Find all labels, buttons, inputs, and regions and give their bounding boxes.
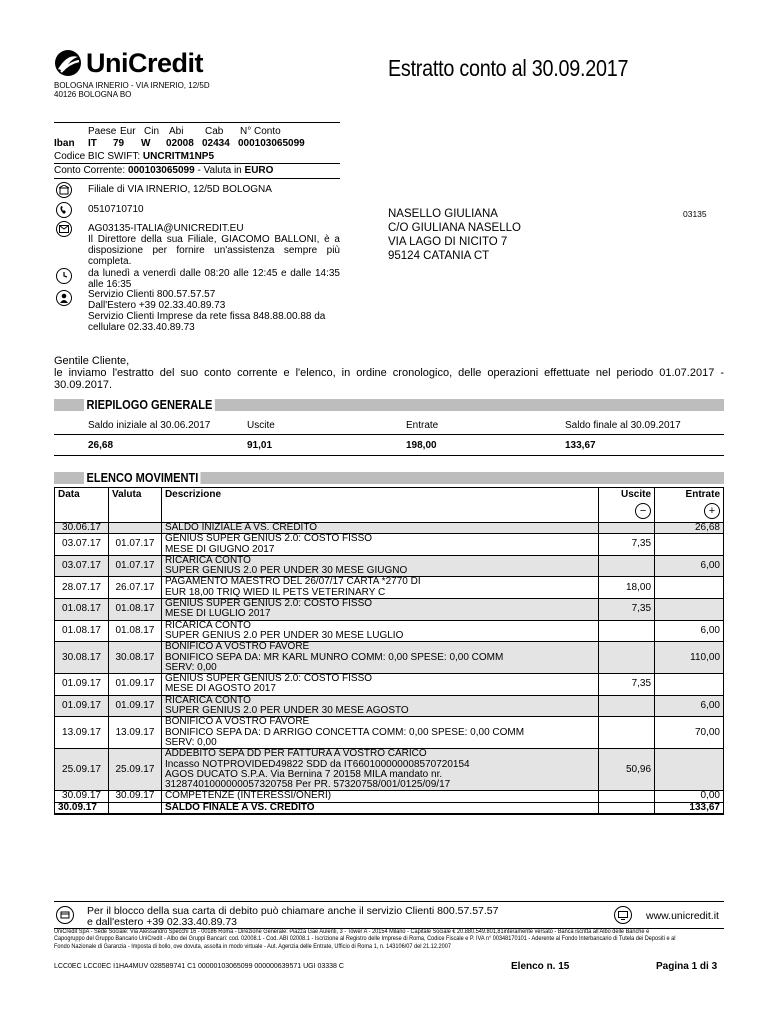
summary-head-out: Uscite	[247, 420, 275, 431]
service-line-3: Servizio Clienti Imprese da rete fissa 848.88.00.88 da cellulare 02.33.40.89.73	[88, 311, 326, 333]
document-codes: LCC0EC LCC0EC I1HA4MUV 028589741 C1 00000103065099 000000639571 UGI 03338 C	[54, 963, 344, 970]
website-link[interactable]: www.unicredit.it	[646, 910, 719, 922]
movement-value-date: 01.08.17	[108, 620, 161, 642]
movement-out: 50,96	[599, 749, 655, 791]
movement-value-date	[108, 523, 161, 534]
movement-value-date: 01.07.17	[108, 555, 161, 577]
summary-total-out: 91,01	[247, 440, 273, 451]
table-row	[55, 674, 724, 696]
final-balance-row	[55, 802, 724, 814]
branch-code: 03135	[683, 209, 707, 219]
recipient-line-2: C/O GIULIANA NASELLO	[388, 222, 521, 234]
movements-section-title: ELENCO MOVIMENTI	[84, 470, 201, 485]
movement-out: 7,35	[599, 534, 655, 556]
movement-date: 03.07.17	[55, 555, 109, 577]
table-row	[55, 620, 724, 642]
clock-icon	[56, 268, 72, 284]
minus-icon: −	[635, 503, 651, 519]
divider	[54, 455, 724, 456]
movement-date: 30.06.17	[55, 523, 109, 534]
movement-in: 26,68	[655, 523, 724, 534]
movement-value-date: 01.08.17	[108, 599, 161, 621]
cc-mid: - Valuta in	[194, 165, 245, 176]
movement-in	[655, 599, 724, 621]
movement-in: 6,00	[655, 555, 724, 577]
summary-final-balance: 133,67	[565, 440, 596, 451]
legal-text: UniCredit SpA - Sede Sociale: Via Alessandro Specchi 16 - 00186 Roma - Direzione Generale: Piazza Gae Aulenti, 3 - Tower A - 20154 Milano - Capitale Sociale € 20.880.549.801,81interamente versato - Banca iscritta all'Albo delle Banche e Capogruppo del Gruppo Bancario UniCredit - Albo dei Gruppi Bancari: cod. 02008.1 - Cod. ABI 02008.1 - Iscrizione al Registro delle Imprese di Roma, Codice Fiscale e P. IVA n° 00348170101 - Aderente al Fondo Interbancario di Tutela dei Depositi e al Fondo Nazionale di Garanzia - Imposta di bollo, ove dovuta, assolta in modo virtuale - Aut. Agenzia delle Entrate, Ufficio di Roma 1, n. 143106/07 del 21.12.2007	[54, 929, 676, 950]
table-row	[55, 791, 724, 802]
cc-label: Conto Corrente:	[54, 165, 128, 176]
col-entrate	[655, 488, 724, 523]
unicredit-logo-icon	[54, 49, 82, 77]
branch-email[interactable]: AG03135-ITALIA@UNICREDIT.EU	[88, 223, 244, 234]
movement-date: 30.09.17	[55, 802, 109, 814]
movement-date: 30.08.17	[55, 642, 109, 674]
movement-value-date: 30.08.17	[108, 642, 161, 674]
monitor-icon	[614, 906, 632, 924]
phone-icon	[56, 202, 72, 218]
table-row	[55, 577, 724, 599]
card-block-icon	[56, 906, 74, 924]
summary-section-title: RIEPILOGO GENERALE	[84, 397, 215, 412]
iban-head-conto: N° Conto	[240, 126, 281, 137]
table-row	[55, 749, 724, 791]
movement-out	[599, 620, 655, 642]
movement-value-date: 13.09.17	[108, 717, 161, 749]
iban-cin: W	[141, 138, 151, 149]
col-entrate-label: Entrate	[685, 489, 720, 500]
movement-out: 7,35	[599, 674, 655, 696]
branch-phone: 0510710710	[88, 204, 144, 215]
movement-value-date	[108, 802, 161, 814]
iban-conto: 000103065099	[238, 138, 305, 149]
movement-date: 25.09.17	[55, 749, 109, 791]
movement-in	[655, 534, 724, 556]
col-descrizione: Descrizione	[161, 488, 598, 523]
page-number: Pagina 1 di 3	[656, 961, 718, 972]
col-data: Data	[55, 488, 109, 523]
table-row	[55, 599, 724, 621]
card-block-line-1: Per il blocco della sua carta di debito può chiamare anche il servizio Clienti 800.57.57.57	[87, 905, 499, 917]
branch-address-line-1: BOLOGNA IRNERIO - VIA IRNERIO, 12/5D	[54, 81, 210, 90]
movement-date: 01.09.17	[55, 674, 109, 696]
summary-head-final: Saldo finale al 30.09.2017	[565, 420, 681, 431]
movement-value-date: 30.09.17	[108, 791, 161, 802]
table-row	[55, 695, 724, 717]
opening-hours: da lunedì a venerdì dalle 08:20 alle 12:45 e dalle 14:35 alle 16:35	[88, 268, 340, 290]
movement-value-date: 01.07.17	[108, 534, 161, 556]
movement-out	[599, 791, 655, 802]
table-row	[55, 555, 724, 577]
table-row	[55, 523, 724, 534]
movement-description: PAGAMENTO MAESTRO DEL 26/07/17 CARTA *2770 DI EUR 18,00 TRIQ WIED IL PETS VETERINARY C	[161, 577, 598, 599]
movement-in: 6,00	[655, 695, 724, 717]
movement-description: BONIFICO A VOSTRO FAVORE BONIFICO SEPA DA: D ARRIGO CONCETTA COMM: 0,00 SPESE: 0,00 COMM SERV: 0,00	[161, 717, 598, 749]
account-line	[54, 165, 273, 176]
cc-currency: EURO	[244, 165, 274, 176]
movement-description: RICARICA CONTO SUPER GENIUS 2.0 PER UNDER 30 MESE AGOSTO	[161, 695, 598, 717]
card-block-line-2: e dall'estero +39 02.33.40.89.73	[87, 916, 237, 928]
movement-out	[599, 555, 655, 577]
branch-address-line-2: 40126 BOLOGNA BO	[54, 90, 132, 99]
branch-icon	[56, 182, 72, 198]
movement-value-date: 01.09.17	[108, 674, 161, 696]
email-icon	[56, 221, 72, 237]
col-valuta: Valuta	[108, 488, 161, 523]
col-uscite-label: Uscite	[621, 489, 652, 500]
unicredit-logo	[54, 46, 224, 80]
branch-name: Filiale di VIA IRNERIO, 12/5D BOLOGNA	[88, 184, 272, 195]
movement-date: 01.09.17	[55, 695, 109, 717]
movement-date: 03.07.17	[55, 534, 109, 556]
movement-description: GENIUS SUPER GENIUS 2.0: COSTO FISSO MESE DI LUGLIO 2017	[161, 599, 598, 621]
iban-head-eur: Eur	[120, 126, 136, 137]
iban-cab: 02434	[202, 138, 230, 149]
movement-value-date: 25.09.17	[108, 749, 161, 791]
movement-in: 6,00	[655, 620, 724, 642]
movement-out: 18,00	[599, 577, 655, 599]
iban-abi: 02008	[166, 138, 194, 149]
logo-text: UniCredit	[86, 47, 203, 78]
movement-description: SALDO INIZIALE A VS. CREDITO	[161, 523, 598, 534]
recipient-line-4: 95124 CATANIA CT	[388, 250, 490, 262]
divider	[54, 122, 340, 123]
col-uscite	[599, 488, 655, 523]
bic-line	[54, 151, 214, 162]
plus-icon: +	[704, 503, 720, 519]
movement-out	[599, 717, 655, 749]
movement-date: 13.09.17	[55, 717, 109, 749]
customer-service-icon	[56, 290, 72, 306]
movement-in: 133,67	[655, 802, 724, 814]
movement-date: 30.09.17	[55, 791, 109, 802]
page-title: Estratto conto al 30.09.2017	[388, 55, 629, 81]
divider	[54, 434, 724, 435]
iban-eur: 79	[113, 138, 125, 149]
movement-description: BONIFICO A VOSTRO FAVORE BONIFICO SEPA DA: MR KARL MUNRO COMM: 0,00 SPESE: 0,00 COMM SERV: 0,00	[161, 642, 598, 674]
divider	[54, 163, 340, 164]
director-note: Il Direttore della sua Filiale, GIACOMO BALLONI, è a disposizione per fornire un'assistenza sempre più completa.	[88, 234, 340, 267]
movement-description: ADDEBITO SEPA DD PER FATTURA A VOSTRO CARICO Incasso NOTPROVIDED49822 SDD da IT660100000008570720154 AGOS DUCATO S.P.A. Via Bernina 7 20158 MILA mandato nr. 31287401000000057320758 Per PR. 57320758/001/0125/09/17	[161, 749, 598, 791]
iban-label: Iban	[54, 138, 75, 149]
card-block-note	[87, 906, 499, 928]
movement-date: 01.08.17	[55, 599, 109, 621]
divider	[54, 901, 724, 902]
intro-text: Gentile Cliente, le inviamo l'estratto del suo conto corrente e l'elenco, in ordine cronologico, delle operazioni effettuate nel periodo 01.07.2017 - 30.09.2017.	[54, 355, 724, 391]
branch-address	[54, 81, 210, 99]
bic-label: Codice BIC SWIFT:	[54, 151, 143, 162]
cc-value: 000103065099	[127, 165, 195, 176]
movement-in	[655, 674, 724, 696]
movement-in: 110,00	[655, 642, 724, 674]
movement-description: GENIUS SUPER GENIUS 2.0: COSTO FISSO MESE DI AGOSTO 2017	[161, 674, 598, 696]
movement-value-date: 01.09.17	[108, 695, 161, 717]
divider	[54, 178, 340, 179]
movement-out	[599, 642, 655, 674]
summary-total-in: 198,00	[406, 440, 437, 451]
iban-row	[54, 138, 305, 149]
movement-description: GENIUS SUPER GENIUS 2.0: COSTO FISSO MESE DI GIUGNO 2017	[161, 534, 598, 556]
movement-in: 0,00	[655, 791, 724, 802]
movement-description: SALDO FINALE A VS. CREDITO	[161, 802, 598, 814]
movement-out	[599, 695, 655, 717]
movement-description: RICARICA CONTO SUPER GENIUS 2.0 PER UNDER 30 MESE LUGLIO	[161, 620, 598, 642]
movement-in	[655, 577, 724, 599]
iban-head-abi: Abi	[169, 126, 184, 137]
iban-paese: IT	[88, 138, 97, 149]
summary-head-initial: Saldo iniziale al 30.06.2017	[88, 420, 211, 431]
movements-table	[54, 487, 724, 815]
movement-description: RICARICA CONTO SUPER GENIUS 2.0 PER UNDER 30 MESE GIUGNO	[161, 555, 598, 577]
bic-value: UNCRITM1NP5	[142, 151, 215, 162]
summary-initial-balance: 26,68	[88, 440, 114, 451]
summary-head-in: Entrate	[406, 420, 439, 431]
recipient-address	[388, 207, 521, 263]
table-row	[55, 717, 724, 749]
movement-in	[655, 749, 724, 791]
list-number: Elenco n. 15	[511, 961, 570, 972]
iban-head-cab: Cab	[205, 126, 224, 137]
movement-out	[599, 802, 655, 814]
movement-out: 7,35	[599, 599, 655, 621]
movement-out	[599, 523, 655, 534]
movements-header-row	[55, 488, 724, 523]
movement-date: 01.08.17	[55, 620, 109, 642]
iban-head-paese: Paese	[88, 126, 117, 137]
customer-service	[88, 289, 340, 333]
recipient-line-1: NASELLO GIULIANA	[388, 208, 498, 220]
recipient-line-3: VIA LAGO DI NICITO 7	[388, 236, 508, 248]
table-row	[55, 534, 724, 556]
iban-headers	[88, 126, 281, 137]
service-line-2: Dall'Estero +39 02.33.40.89.73	[88, 300, 226, 311]
table-row	[55, 642, 724, 674]
movement-value-date: 26.07.17	[108, 577, 161, 599]
movement-in: 70,00	[655, 717, 724, 749]
iban-head-cin: Cin	[144, 126, 160, 137]
movement-date: 28.07.17	[55, 577, 109, 599]
movement-description: COMPETENZE (INTERESSI/ONERI)	[161, 791, 598, 802]
service-line-1: Servizio Clienti 800.57.57.57	[88, 289, 216, 300]
